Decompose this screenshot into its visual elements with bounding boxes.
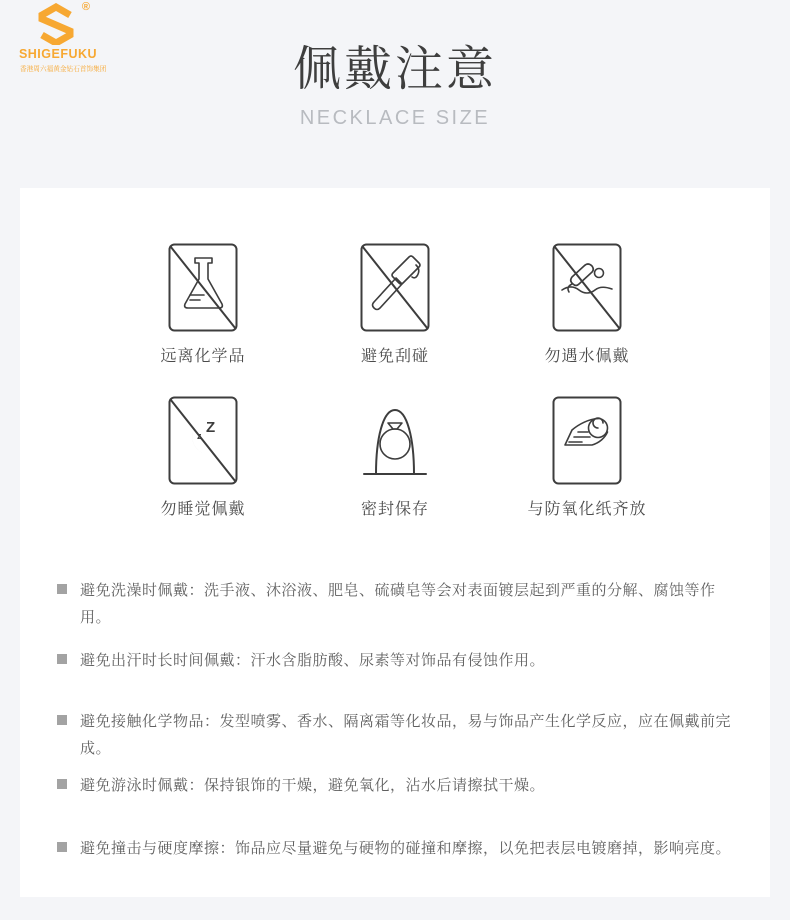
- note-item: [57, 708, 745, 762]
- page-header: [0, 42, 790, 130]
- square-bullet-icon: [57, 842, 67, 852]
- sleep-crossed-icon: [168, 396, 238, 485]
- svg-text:z: z: [197, 431, 202, 441]
- note-item: [57, 772, 745, 799]
- note-text: 避免游泳时佩戴：保持银饰的干燥，避免氧化，沾水后请擦拭干燥。: [80, 777, 546, 794]
- care-item-label: 勿遇水佩戴: [544, 348, 630, 365]
- brand-s-icon: [34, 1, 90, 45]
- care-item-label: 避免刮碰: [360, 348, 429, 365]
- hammer-crossed-icon: [360, 243, 430, 332]
- note-item: [57, 647, 745, 674]
- care-item-label: 密封保存: [360, 501, 429, 518]
- care-item-label: 远离化学品: [160, 348, 246, 365]
- care-item-no-sleep: [107, 396, 299, 519]
- page-subtitle: NECKLACE SIZE: [299, 107, 491, 130]
- paper-scroll-icon: [552, 396, 622, 485]
- care-item-sealed-storage: [299, 396, 491, 519]
- care-icon-grid: [107, 243, 683, 519]
- note-item: [57, 577, 745, 631]
- square-bullet-icon: [57, 779, 67, 789]
- note-text: 避免接触化学物品：发型喷雾、香水、隔离霜等化妆品，易与饰品产生化学反应，应在佩戴前完成。: [80, 713, 732, 757]
- square-bullet-icon: [57, 654, 67, 664]
- care-notes-list: [57, 577, 745, 862]
- note-text: 避免出汗时长时间佩戴：汗水含脂肪酸、尿素等对饰品有侵蚀作用。: [80, 652, 546, 669]
- care-item-no-chemicals: [107, 243, 299, 366]
- note-text: 避免撞击与硬度摩擦：饰品应尽量避免与硬物的碰撞和摩擦，以免把表层电镀磨掉，影响亮度。: [80, 840, 732, 857]
- care-item-no-scratch: [299, 243, 491, 366]
- content-card: [20, 188, 770, 897]
- square-bullet-icon: [57, 715, 67, 725]
- swimmer-crossed-icon: [552, 243, 622, 332]
- note-text: 避免洗澡时佩戴：洗手液、沐浴液、肥皂、硫磺皂等会对表面镀层起到严重的分解、腐蚀等作用。: [80, 582, 716, 626]
- care-item-anti-oxidation-paper: [491, 396, 683, 519]
- care-item-label: 与防氧化纸齐放: [527, 501, 647, 518]
- brand-tagline: 香港周六福黄金钻石首饰集团: [20, 66, 107, 73]
- flask-crossed-icon: [168, 243, 238, 332]
- care-item-no-water: [491, 243, 683, 366]
- care-item-label: 勿睡觉佩戴: [160, 501, 246, 518]
- brand-name: SHIGEFUKU: [18, 47, 98, 61]
- ring-dome-icon: [360, 396, 430, 485]
- page-title: 佩戴注意: [292, 43, 497, 96]
- svg-text:Z: Z: [206, 419, 216, 436]
- square-bullet-icon: [57, 584, 67, 594]
- registered-mark: ®: [81, 1, 90, 13]
- note-item: [57, 835, 745, 862]
